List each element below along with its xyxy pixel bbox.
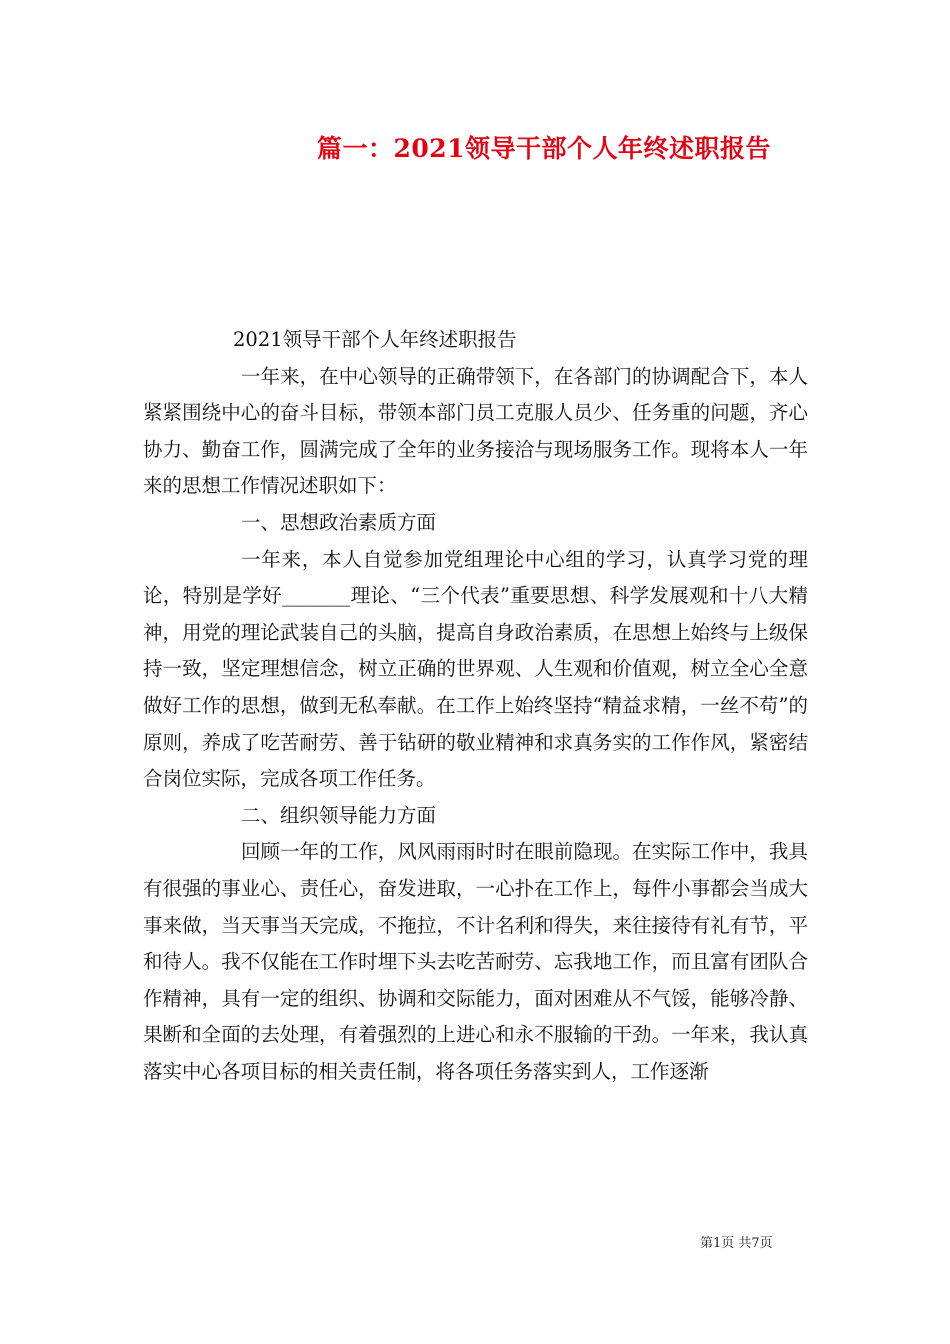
section-heading-political: 一、思想政治素质方面	[241, 510, 437, 534]
page-number-footer: 第1页 共7页	[700, 1236, 773, 1251]
document-body	[143, 322, 808, 1090]
document-heading: 2021领导干部个人年终述职报告	[233, 328, 517, 351]
intro-paragraph: 一年来，在中心领导的正确带领下，在各部门的协调配合下，本人紧紧围绕中心的奋斗目标，带领本部门员工克服人员少、任务重的问题，齐心协力、勤奋工作，圆满完成了全年的业务接洽与现场服务工作。现将本人一年来的思想工作情况述职如下：	[143, 364, 808, 498]
section-heading-leadership: 二、组织领导能力方面	[241, 803, 437, 827]
section-paragraph-leadership: 回顾一年的工作，风风雨雨时时在眼前隐现。在实际工作中，我具有很强的事业心、责任心，奋发进取，一心扑在工作上，每件小事都会当成大事来做，当天事当天完成，不拖拉，不计名利和得失，来往接待有礼有节，平和待人。我不仅能在工作时埋下头去吃苦耐劳、忘我地工作，而且富有团队合作精神，具有一定的组织、协调和交际能力，面对困难从不气馁，能够冷静、果断和全面的去处理，有着强烈的上进心和永不服输的干劲。一年来，我认真落实中心各项目标的相关责任制，将各项任务落实到人，工作逐渐	[143, 840, 808, 1083]
page-title: 篇一：2021领导干部个人年终述职报告	[316, 134, 772, 163]
section-paragraph-political: 一年来，本人自觉参加党组理论中心组的学习，认真学习党的理论，特别是学好_______理论、“三个代表”重要思想、科学发展观和十八大精神，用党的理论武装自己的头脑，提高自身政治素质，在思想上始终与上级保持一致，坚定理想信念，树立正确的世界观、人生观和价值观，树立全心全意做好工作的思想，做到无私奉献。在工作上始终坚持“精益求精，一丝不苟”的原则，养成了吃苦耐劳、善于钻研的敬业精神和求真务实的工作作风，紧密结合岗位实际，完成各项工作任务。	[143, 547, 808, 791]
